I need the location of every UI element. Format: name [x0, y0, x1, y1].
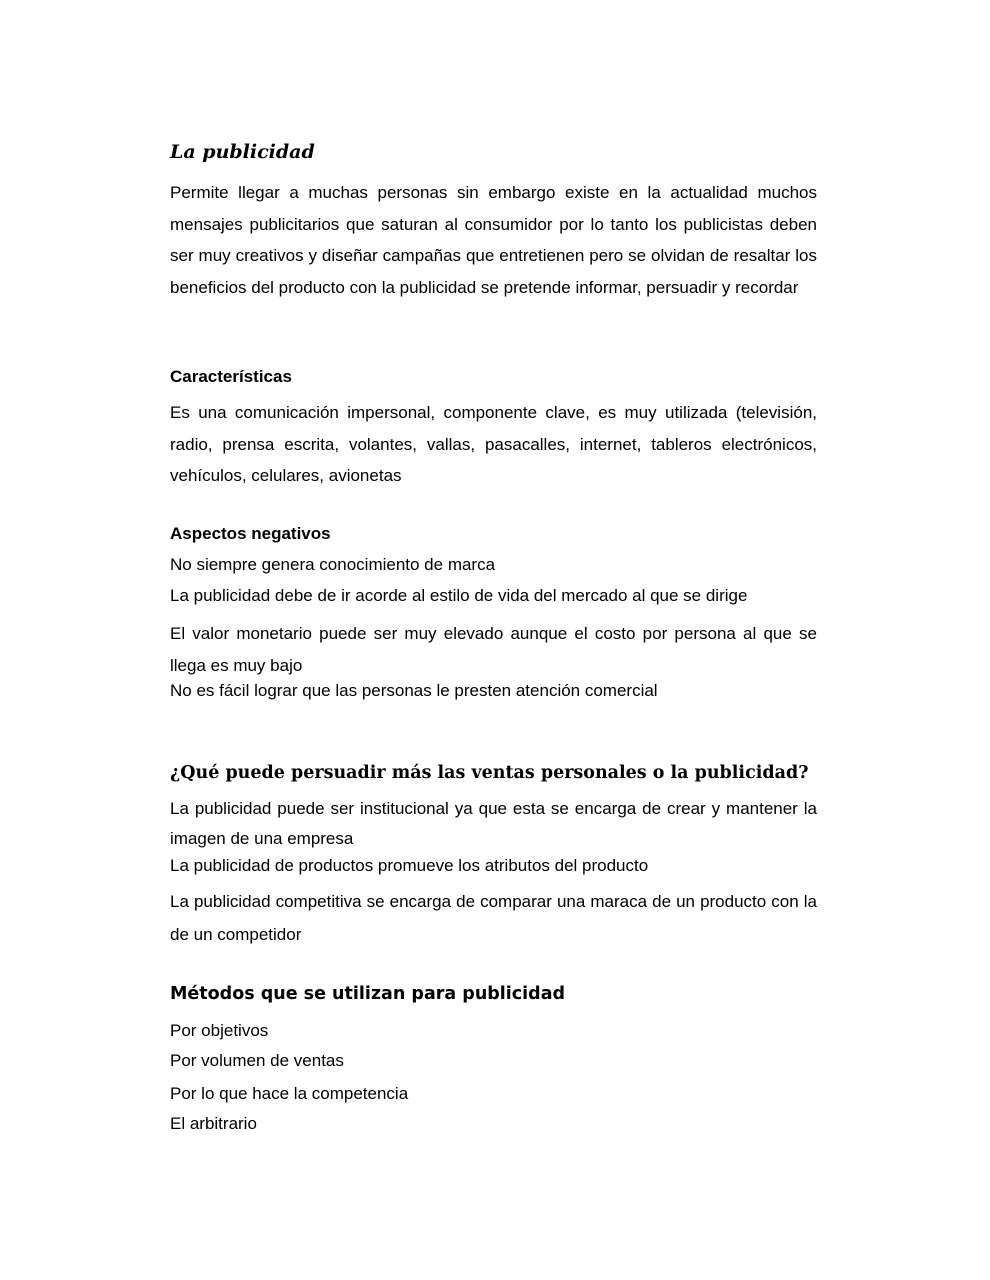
aspectos-item: No es fácil lograr que las personas le presten atención comercial: [170, 681, 658, 700]
persuadir-item: La publicidad puede ser institucional ya que esta se encarga de crear y mantener la imagen de una empresa: [170, 799, 817, 848]
metodos-item: Por objetivos: [170, 1021, 269, 1040]
persuadir-item: La publicidad de productos promueve los atributos del producto: [170, 856, 649, 875]
section-title-publicidad: La publicidad: [170, 141, 315, 163]
metodos-item: El arbitrario: [170, 1114, 257, 1133]
section-title-aspectos-negativos: Aspectos negativos: [170, 524, 331, 543]
metodos-item: Por volumen de ventas: [170, 1051, 344, 1070]
aspectos-item: La publicidad debe de ir acorde al estilo de vida del mercado al que se dirige: [170, 586, 748, 605]
section-title-persuadir: ¿Qué puede persuadir más las ventas personales o la publicidad?: [170, 763, 809, 783]
aspectos-item: El valor monetario puede ser muy elevado aunque el costo por persona al que se llega es muy bajo: [170, 624, 817, 675]
metodos-item: Por lo que hace la competencia: [170, 1084, 409, 1103]
aspectos-item: No siempre genera conocimiento de marca: [170, 555, 496, 574]
document-page: [170, 0, 817, 1280]
section-title-metodos: Métodos que se utilizan para publicidad: [170, 984, 566, 1004]
persuadir-item: La publicidad competitiva se encarga de comparar una maraca de un producto con la de un competidor: [170, 892, 817, 944]
publicidad-paragraph: Permite llegar a muchas personas sin embargo existe en la actualidad muchos mensajes publicitarios que saturan al consumidor por lo tanto los publicistas deben ser muy creativos y diseñar campañas que entretienen pero se olvidan de resaltar los beneficios del producto con la publicidad se pretende informar, persuadir y recordar: [170, 183, 817, 297]
section-title-caracteristicas: Características: [170, 367, 292, 386]
caracteristicas-paragraph: Es una comunicación impersonal, componente clave, es muy utilizada (televisión, radio, prensa escrita, volantes, vallas, pasacalles, internet, tableros electrónicos, vehículos, celulares, avionetas: [170, 403, 817, 485]
